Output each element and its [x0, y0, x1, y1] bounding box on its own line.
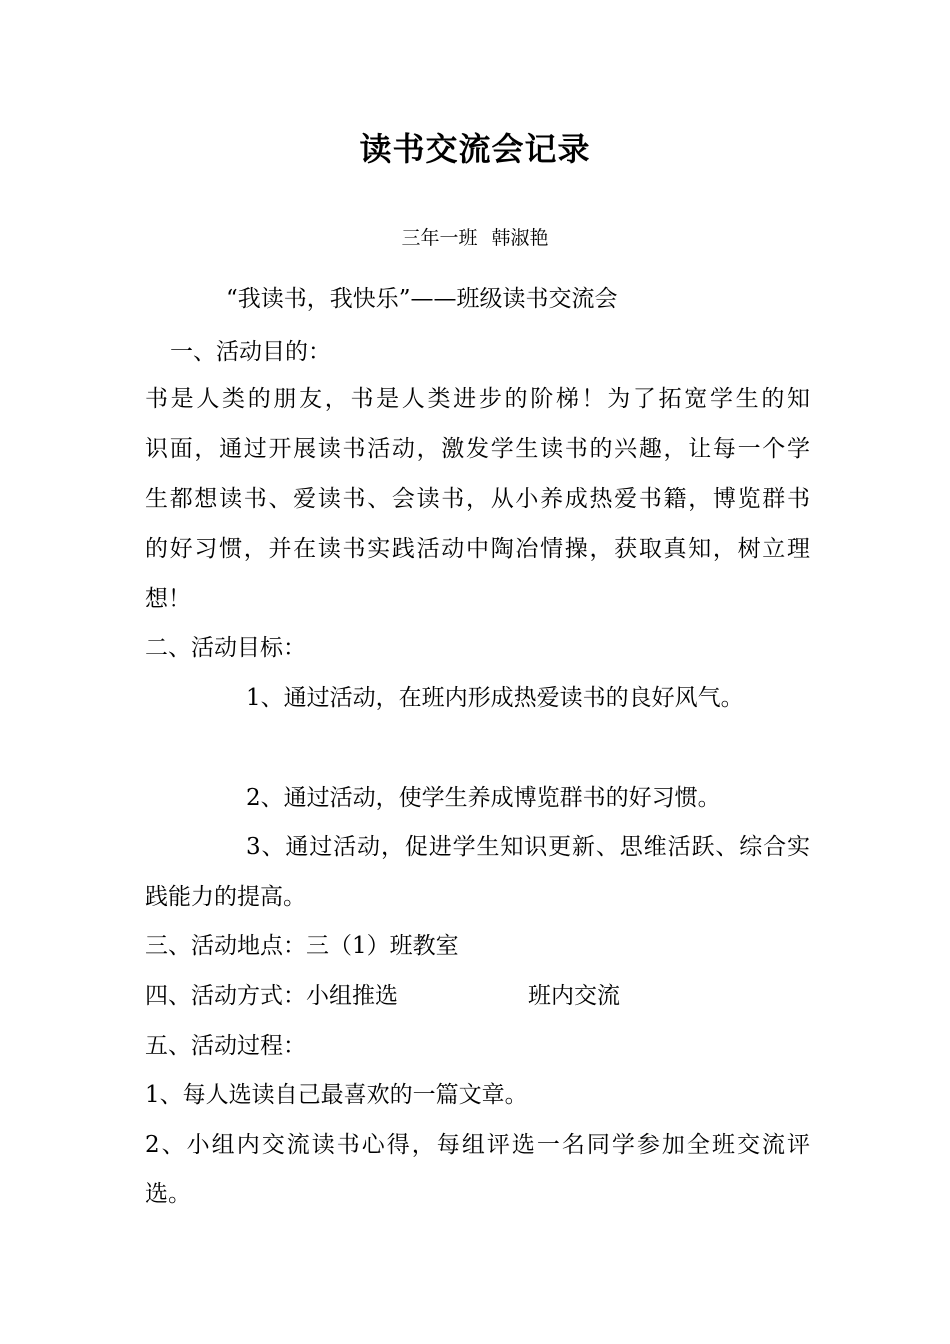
method-label: 四、活动方式：小组推选	[145, 983, 398, 1009]
goal-item: 3、通过活动，促进学生知识更新、思维活跃、综合实	[246, 834, 810, 860]
byline	[0, 224, 950, 252]
goal-item-continuation: 践能力的提高。	[145, 884, 306, 910]
section1-paragraph-line: 想！	[145, 586, 191, 612]
method-extra: 班内交流	[528, 983, 620, 1009]
section1-paragraph-line: 识面，通过开展读书活动，激发学生读书的兴趣，让每一个学	[145, 436, 810, 462]
section5-heading: 五、活动过程：	[145, 1033, 306, 1059]
section1-paragraph-line: 的好习惯，并在读书实践活动中陶冶情操，获取真知，树立理	[145, 536, 810, 562]
class-name: 三年一班	[401, 227, 478, 249]
process-step: 2、小组内交流读书心得，每组评选一名同学参加全班交流评	[145, 1132, 810, 1158]
section3-location: 三、活动地点：三（1）班教室	[145, 933, 459, 959]
section4-method	[145, 980, 810, 1012]
process-step-continuation: 选。	[145, 1181, 191, 1207]
document-title: 读书交流会记录	[359, 130, 591, 168]
author-name: 韩淑艳	[491, 227, 549, 249]
goal-item: 2、通过活动，使学生养成博览群书的好习惯。	[246, 785, 721, 811]
process-step: 1、每人选读自己最喜欢的一篇文章。	[145, 1082, 528, 1108]
section1-paragraph-line: 生都想读书、爱读书、会读书，从小养成热爱书籍，博览群书	[145, 486, 810, 512]
section2-heading: 二、活动目标：	[145, 635, 306, 661]
theme-line: “我读书，我快乐”——班级读书交流会	[226, 286, 618, 312]
section1-paragraph-line: 书是人类的朋友，书是人类进步的阶梯！为了拓宽学生的知	[145, 386, 810, 412]
goal-item: 1、通过活动，在班内形成热爱读书的良好风气。	[246, 685, 744, 711]
section1-heading: 一、活动目的：	[170, 339, 331, 365]
